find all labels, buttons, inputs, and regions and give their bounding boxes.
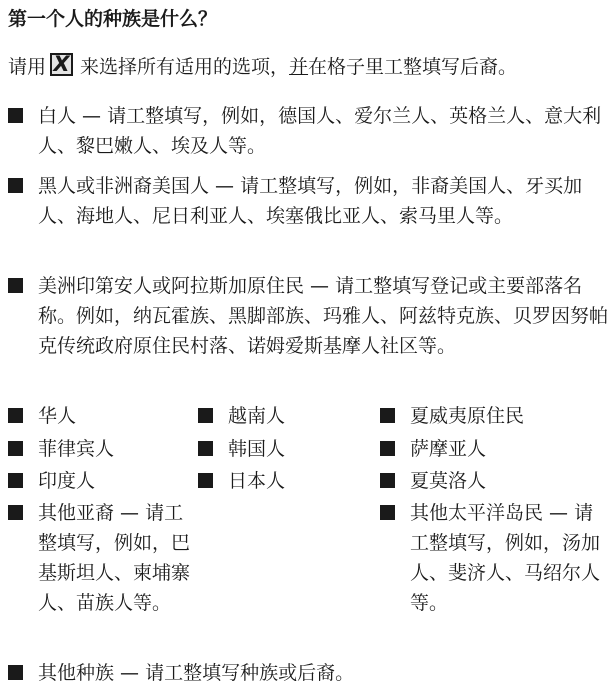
checkbox-vietnamese[interactable] — [198, 408, 213, 423]
checkbox-american-indian[interactable] — [8, 278, 23, 293]
checkbox-other-race[interactable] — [8, 665, 23, 680]
option-chamorro-label: 夏莫洛人 — [410, 470, 487, 492]
instruction-suffix: 在格子里工整填写后裔。 — [308, 56, 518, 78]
option-american-indian[interactable] — [8, 271, 608, 361]
option-black[interactable] — [8, 171, 608, 231]
option-samoan[interactable] — [380, 434, 610, 464]
question-title: 第一个人的种族是什么？ — [8, 8, 218, 30]
checkbox-korean[interactable] — [198, 441, 213, 456]
option-vietnamese[interactable] — [198, 401, 378, 431]
option-vietnamese-label: 越南人 — [228, 405, 286, 427]
checkbox-white[interactable] — [8, 108, 23, 123]
option-black-label: 黑人或非洲裔美国人 — 请工整填写，例如，非裔美国人、牙买加人、海地人、尼日利亚人、埃塞俄比亚人、索马里人等。 — [38, 175, 583, 227]
x-mark-icon: X — [53, 52, 70, 76]
option-indian[interactable] — [8, 466, 193, 496]
option-american-indian-label: 美洲印第安人或阿拉斯加原住民 — 请工整填写登记或主要部落名称。例如，纳瓦霍族、黑脚部族、玛雅人、阿兹特克族、贝罗因努帕克传统政府原住民村落、诺姆爱斯基摩人社区等。 — [38, 275, 609, 357]
instruction-line — [8, 52, 517, 82]
checkbox-other-pacific-islander[interactable] — [380, 505, 395, 520]
option-japanese[interactable] — [198, 466, 378, 496]
option-chinese-label: 华人 — [38, 405, 77, 427]
checkbox-samoan[interactable] — [380, 441, 395, 456]
option-other-race-label: 其他种族 — 请工整填写种族或后裔。 — [38, 662, 355, 684]
option-other-asian[interactable] — [8, 498, 193, 618]
checkbox-japanese[interactable] — [198, 473, 213, 488]
option-korean[interactable] — [198, 434, 378, 464]
option-korean-label: 韩国人 — [228, 438, 286, 460]
option-indian-label: 印度人 — [38, 470, 96, 492]
option-native-hawaiian-label: 夏威夷原住民 — [410, 405, 525, 427]
instruction-prefix: 请用 — [8, 56, 47, 78]
option-white-label: 白人 — 请工整填写，例如，德国人、爱尔兰人、英格兰人、意大利人、黎巴嫩人、埃及人等。 — [38, 105, 602, 157]
checkbox-chinese[interactable] — [8, 408, 23, 423]
checkbox-other-asian[interactable] — [8, 505, 23, 520]
option-samoan-label: 萨摩亚人 — [410, 438, 487, 460]
option-native-hawaiian[interactable] — [380, 401, 610, 431]
option-filipino[interactable] — [8, 434, 193, 464]
instruction-middle: 来选择所有适用的选项， — [80, 56, 290, 78]
option-white[interactable] — [8, 101, 608, 161]
example-checked-box — [50, 53, 73, 76]
option-other-asian-label: 其他亚裔 — 请工整填写，例如，巴基斯坦人、柬埔寨人、苗族人等。 — [38, 502, 191, 614]
option-other-pacific-islander-label: 其他太平洋岛民 — 请工整填写，例如，汤加人、斐济人、马绍尔人等。 — [410, 502, 601, 614]
checkbox-black[interactable] — [8, 178, 23, 193]
option-japanese-label: 日本人 — [228, 470, 286, 492]
option-chamorro[interactable] — [380, 466, 610, 496]
checkbox-filipino[interactable] — [8, 441, 23, 456]
checkbox-indian[interactable] — [8, 473, 23, 488]
checkbox-native-hawaiian[interactable] — [380, 408, 395, 423]
option-chinese[interactable] — [8, 401, 193, 431]
option-other-pacific-islander[interactable] — [380, 498, 610, 618]
checkbox-chamorro[interactable] — [380, 473, 395, 488]
instruction-underlined: 并 — [289, 56, 309, 78]
option-filipino-label: 菲律宾人 — [38, 438, 115, 460]
option-other-race[interactable] — [8, 658, 608, 688]
